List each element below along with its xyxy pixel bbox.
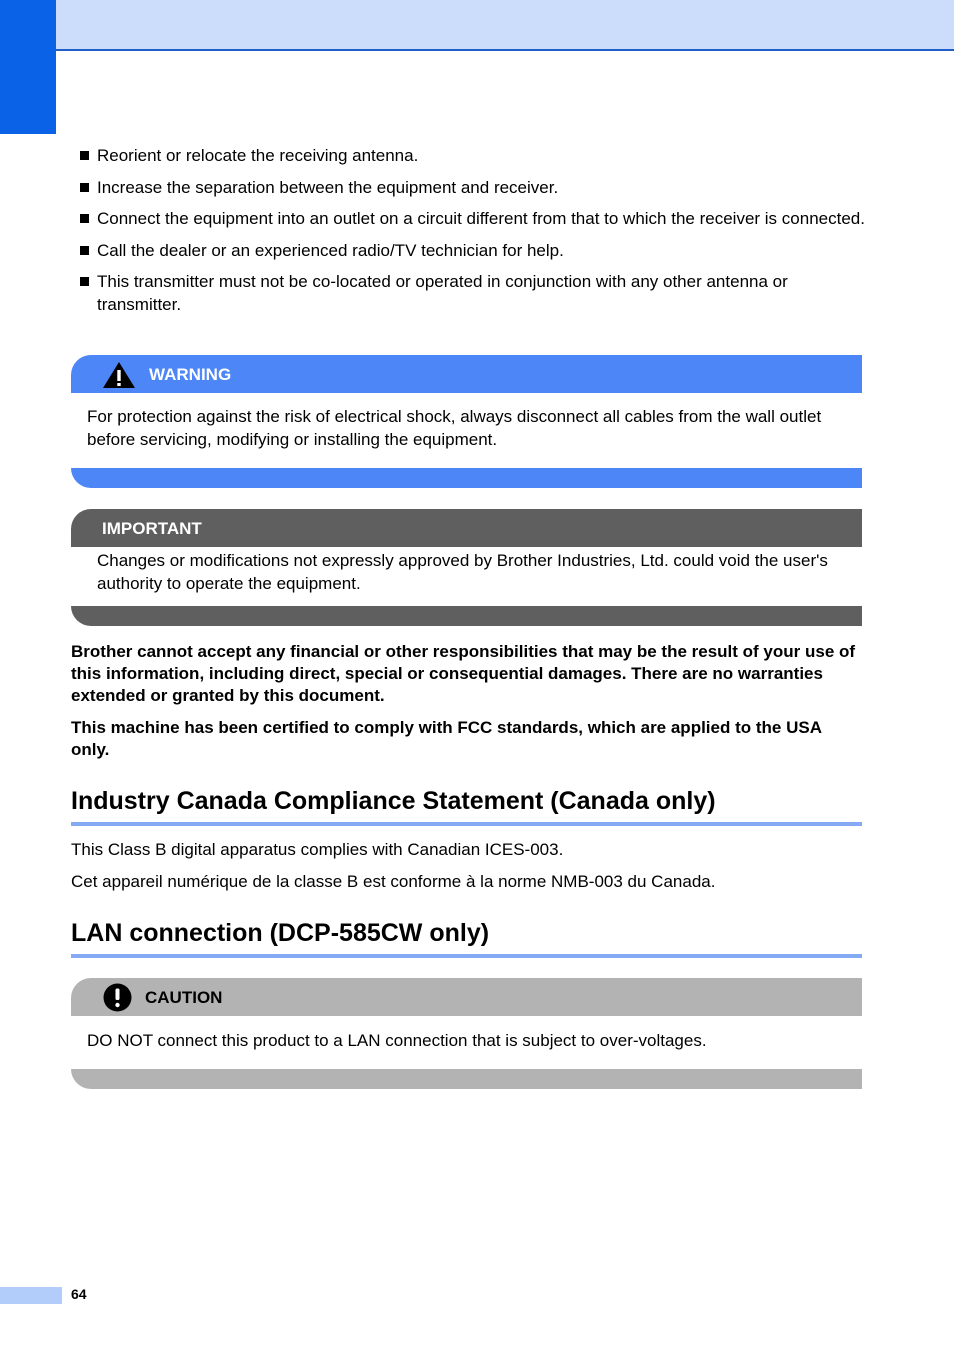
canada-heading: Industry Canada Compliance Statement (Canada only) [71,787,716,815]
important-header [71,509,862,547]
header-rule [56,49,954,51]
important-text: Changes or modifications not expressly approved by Brother Industries, Ltd. could void the user's authority to operate the equipment. [97,551,828,593]
caution-text: DO NOT connect this product to a LAN connection that is subject to over-voltages. [87,1031,707,1050]
warning-label: WARNING [149,365,232,384]
caution-footer [71,1069,862,1089]
square-bullet-icon [80,246,89,255]
list-item: Call the dealer or an experienced radio/TV technician for help. [78,240,868,263]
list-item: Reorient or relocate the receiving antenna. [78,145,868,168]
page-number: 64 [71,1286,87,1302]
header-band [0,0,954,49]
important-label: IMPORTANT [102,519,202,538]
chapter-tab [0,0,56,134]
square-bullet-icon [80,214,89,223]
canada-english-text: This Class B digital apparatus complies with Canadian ICES-003. [71,840,564,859]
caution-header [71,978,862,1016]
warning-footer [71,468,862,488]
important-footer [71,606,862,626]
list-item: This transmitter must not be co-located or operated in conjunction with any other antenna or transmitter. [78,271,868,316]
canada-french-text: Cet appareil numérique de la classe B est conforme à la norme NMB-003 du Canada. [71,872,716,891]
list-item: Connect the equipment into an outlet on a circuit different from that to which the receiver is connected. [78,208,868,231]
lan-heading: LAN connection (DCP-585CW only) [71,919,490,947]
heading-rule [71,822,862,826]
caution-label: CAUTION [145,988,223,1007]
fcc-statement: This machine has been certified to comply with FCC standards, which are applied to the USA only. [71,718,822,759]
square-bullet-icon [80,277,89,286]
exclamation-circle-icon [103,983,132,1012]
warning-text: For protection against the risk of electrical shock, always disconnect all cables from the wall outlet before servicing, modifying or installing the equipment. [87,407,822,449]
list-item: Increase the separation between the equipment and receiver. [78,177,868,200]
warning-triangle-icon [102,361,136,389]
disclaimer-text: Brother cannot accept any financial or other responsibilities that may be the result of your use of this information, including direct, special or consequential damages. There are no warranties extended or granted by this document. [71,642,856,705]
square-bullet-icon [80,151,89,160]
page-number-tab [0,1287,62,1304]
heading-rule [71,954,862,958]
square-bullet-icon [80,183,89,192]
warning-header [71,355,862,393]
bullet-list [78,145,868,325]
